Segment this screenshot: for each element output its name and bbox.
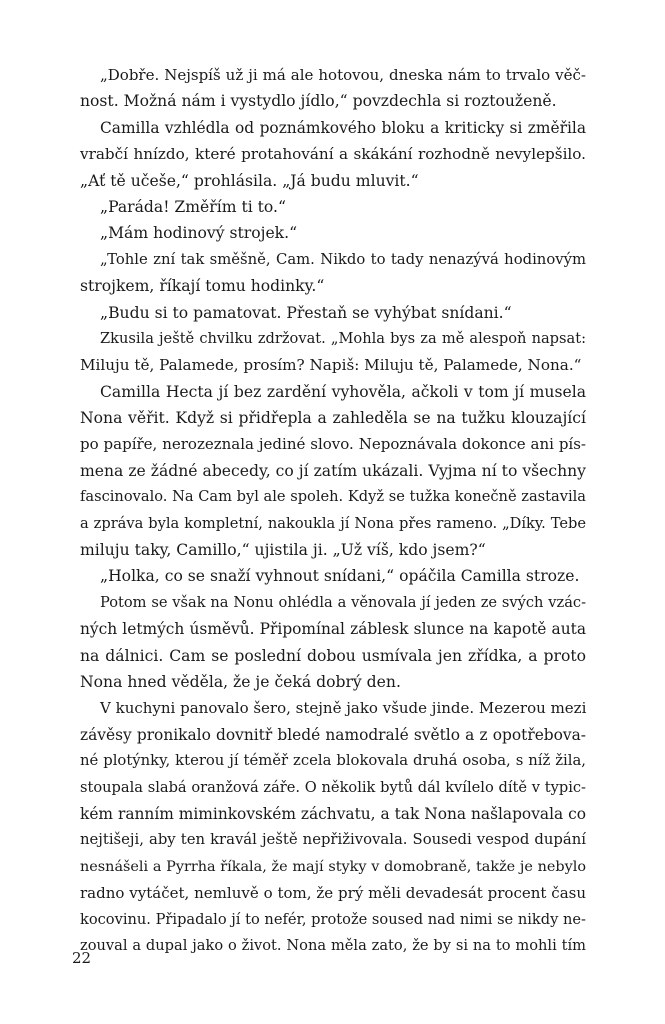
text-line: na dálnici. Cam se poslední dobou usmívala jen zřídka, a proto <box>80 646 586 665</box>
text-line: „Ať tě učeše,“ prohlásila. „Já budu mluvit.“ <box>80 171 419 190</box>
text-line: kém ranním miminkovském záchvatu, a tak Nona našlapovala co <box>80 804 586 823</box>
text-line: Zkusila ještě chvilku zdržovat. „Mohla bys za mě alespoň napsat: <box>100 329 586 347</box>
text-line: a zpráva byla kompletní, nakoukla jí Nona přes rameno. „Díky. Tebe <box>80 514 586 532</box>
text-line: „Holka, co se snaží vyhnout snídani,“ opáčila Camilla stroze. <box>100 567 580 586</box>
text-line: Camilla Hecta jí bez zardění vyhověla, ačkoli v tom jí musela <box>100 382 586 401</box>
text-line: nesnášeli a Pyrrha říkala, že mají styky v domobraně, takže je nebylo <box>80 858 586 875</box>
text-line: „Budu si to pamatovat. Přestaň se vyhýbat snídani.“ <box>100 303 512 322</box>
text-line: „Tohle zní tak směšně, Cam. Nikdo to tady nenazývá hodinovým <box>100 250 586 268</box>
text-line: nost. Možná nám i vystydlo jídlo,“ povzdechla si roztouženě. <box>80 92 557 111</box>
text-line: nejtišeji, aby ten kravál ještě nepřiživovala. Sousedi vespod dupání <box>80 831 586 849</box>
text-line: Potom se však na Nonu ohlédla a věnovala jí jeden ze svých vzác- <box>100 593 586 611</box>
text-line: zouval a dupal jako o život. Nona měla zato, že by si na to mohli tím <box>80 936 586 954</box>
text-line: miluju taky, Camillo,“ ujistila ji. „Už víš, kdo jsem?“ <box>80 541 486 560</box>
text-line: „Paráda! Změřím ti to.“ <box>100 197 286 216</box>
book-page-text <box>80 62 586 959</box>
text-line: mena ze žádné abecedy, co jí zatím ukázali. Vyjma ní to všechny <box>80 461 586 480</box>
text-line: Camilla vzhlédla od poznámkového bloku a kriticky si změřila <box>100 118 586 137</box>
text-line: strojkem, říkají tomu hodinky.“ <box>80 277 325 296</box>
text-line: „Mám hodinový strojek.“ <box>100 224 298 243</box>
text-line: Miluju tě, Palamede, prosím? Napiš: Miluju tě, Palamede, Nona.“ <box>80 356 582 375</box>
text-line: né plotýnky, kterou jí téměř zcela blokovala druhá osoba, s níž žila, <box>80 752 586 770</box>
text-line: vrabčí hnízdo, které protahování a skákání rozhodně nevylepšilo. <box>80 145 586 164</box>
text-line: radno vytáčet, nemluvě o tom, že prý měli devadesát procent času <box>80 884 586 903</box>
text-line: Nona hned věděla, že je čeká dobrý den. <box>80 672 401 691</box>
text-line: kocovinu. Připadalo jí to nefér, protože soused nad nimi se nikdy ne- <box>80 910 586 928</box>
text-line: ných letmých úsměvů. Připomínal záblesk slunce na kapotě auta <box>80 620 586 639</box>
text-line: po papíře, nerozeznala jediné slovo. Nepoznávala dokonce ani pís- <box>80 435 586 454</box>
text-line: „Dobře. Nejspíš už ji má ale hotovou, dneska nám to trvalo věč- <box>100 66 586 84</box>
text-line: závěsy pronikalo dovnitř bledé namodralé světlo a z opotřebova- <box>80 725 586 744</box>
text-line: fascinovalo. Na Cam byl ale spoleh. Když se tužka konečně zastavila <box>80 488 586 506</box>
text-line: V kuchyni panovalo šero, stejně jako všude jinde. Mezerou mezi <box>100 699 587 718</box>
text-line: stoupala slabá oranžová záře. O několik bytů dál kvílelo dítě v typic- <box>80 778 586 796</box>
text-line: Nona věřit. Když si přidřepla a zahleděla se na tužku klouzající <box>80 409 586 428</box>
page-number: 22 <box>72 949 92 967</box>
